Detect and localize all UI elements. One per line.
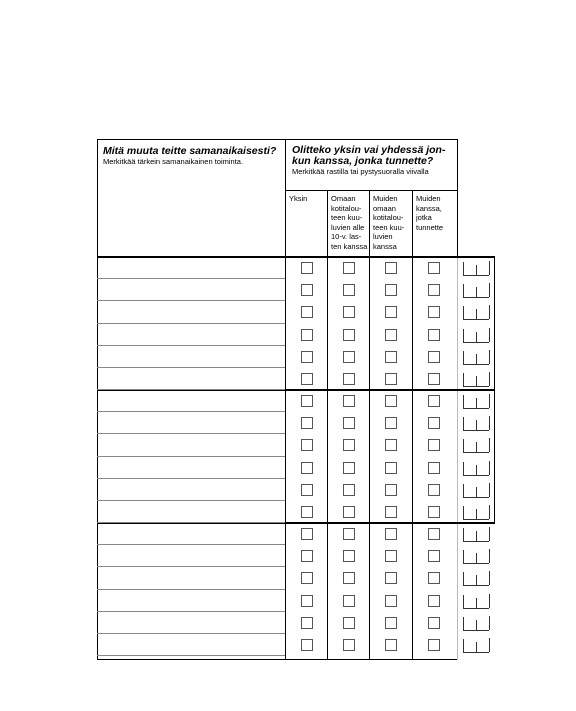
checkbox-col-2[interactable] (343, 373, 355, 385)
checkbox-col-4[interactable] (428, 439, 440, 451)
form-bottom-line (97, 659, 457, 660)
checkbox-col-3[interactable] (385, 262, 397, 274)
col-sep-2 (369, 190, 370, 660)
activity-write-line[interactable] (97, 566, 285, 567)
checkbox-col-2[interactable] (343, 550, 355, 562)
activity-write-line[interactable] (97, 278, 285, 279)
checkbox-col-1[interactable] (301, 373, 313, 385)
right-question-subtitle: Merkitkää rastilla tai pystysuoralla viivalla (292, 167, 429, 176)
activity-write-line[interactable] (97, 300, 285, 301)
code-box (463, 639, 489, 653)
checkbox-col-2[interactable] (343, 262, 355, 274)
right-question-block (292, 145, 457, 176)
checkbox-col-1[interactable] (301, 572, 313, 584)
checkbox-col-3[interactable] (385, 329, 397, 341)
column-header-household-children: Omaan kotitalou- teen kuu- luvien alle 10-v. las- ten kanssa (331, 194, 368, 251)
column-header-household-others: Muiden omaan kotitalou- teen kuu- luvien kanssa (373, 194, 405, 251)
column-header-alone: Yksin (289, 194, 308, 203)
checkbox-col-1[interactable] (301, 439, 313, 451)
checkbox-col-4[interactable] (428, 373, 440, 385)
checkbox-col-2[interactable] (343, 572, 355, 584)
checkbox-col-4[interactable] (428, 528, 440, 540)
checkbox-col-3[interactable] (385, 550, 397, 562)
checkbox-col-4[interactable] (428, 639, 440, 651)
col-sep-4 (457, 256, 458, 660)
checkbox-col-1[interactable] (301, 262, 313, 274)
section-line-1 (97, 256, 495, 258)
code-box (463, 550, 489, 564)
checkbox-col-4[interactable] (428, 617, 440, 629)
checkbox-col-3[interactable] (385, 439, 397, 451)
checkbox-col-4[interactable] (428, 417, 440, 429)
code-box (463, 284, 489, 298)
checkbox-col-3[interactable] (385, 395, 397, 407)
activity-write-line[interactable] (97, 389, 285, 390)
divider-line (285, 139, 286, 660)
checkbox-col-1[interactable] (301, 550, 313, 562)
code-box (463, 417, 489, 431)
activity-write-line[interactable] (97, 522, 285, 523)
checkbox-col-1[interactable] (301, 462, 313, 474)
activity-write-line[interactable] (97, 544, 285, 545)
checkbox-col-2[interactable] (343, 639, 355, 651)
checkbox-col-3[interactable] (385, 306, 397, 318)
checkbox-col-2[interactable] (343, 506, 355, 518)
activity-write-line[interactable] (97, 655, 285, 656)
checkbox-col-1[interactable] (301, 351, 313, 363)
checkbox-col-3[interactable] (385, 284, 397, 296)
right-question-title: Olitteko yksin vai yhdessä jon- kun kanssa, jonka tunnette? (292, 144, 446, 167)
activity-write-line[interactable] (97, 500, 285, 501)
checkbox-col-4[interactable] (428, 595, 440, 607)
header-top-border (97, 139, 457, 140)
checkbox-col-3[interactable] (385, 351, 397, 363)
checkbox-col-1[interactable] (301, 417, 313, 429)
checkbox-col-2[interactable] (343, 484, 355, 496)
col-sep-1 (327, 190, 328, 660)
checkbox-col-2[interactable] (343, 462, 355, 474)
checkbox-col-1[interactable] (301, 484, 313, 496)
code-box (463, 395, 489, 409)
checkbox-col-3[interactable] (385, 373, 397, 385)
checkbox-col-1[interactable] (301, 595, 313, 607)
left-question-title: Mitä muuta teitte samanaikaisesti? (103, 145, 277, 157)
checkbox-col-2[interactable] (343, 439, 355, 451)
checkbox-col-4[interactable] (428, 550, 440, 562)
checkbox-col-1[interactable] (301, 329, 313, 341)
activity-write-line[interactable] (97, 323, 285, 324)
code-box (463, 506, 489, 520)
checkbox-col-4[interactable] (428, 506, 440, 518)
code-box (463, 462, 489, 476)
code-box (463, 595, 489, 609)
checkbox-col-2[interactable] (343, 329, 355, 341)
checkbox-col-2[interactable] (343, 528, 355, 540)
activity-write-line[interactable] (97, 478, 285, 479)
checkbox-col-2[interactable] (343, 417, 355, 429)
checkbox-col-4[interactable] (428, 329, 440, 341)
activity-write-line[interactable] (97, 345, 285, 346)
code-box (463, 617, 489, 631)
checkbox-col-4[interactable] (428, 306, 440, 318)
activity-write-line[interactable] (97, 411, 285, 412)
activity-write-line[interactable] (97, 367, 285, 368)
checkbox-col-1[interactable] (301, 617, 313, 629)
checkbox-col-1[interactable] (301, 395, 313, 407)
checkbox-col-3[interactable] (385, 617, 397, 629)
checkbox-col-4[interactable] (428, 462, 440, 474)
left-border (97, 139, 98, 660)
code-box (463, 329, 489, 343)
checkbox-col-4[interactable] (428, 572, 440, 584)
checkbox-col-3[interactable] (385, 462, 397, 474)
checkbox-col-3[interactable] (385, 572, 397, 584)
checkbox-col-2[interactable] (343, 395, 355, 407)
checkbox-col-4[interactable] (428, 284, 440, 296)
checkbox-col-3[interactable] (385, 506, 397, 518)
col-sep-3 (412, 190, 413, 660)
checkbox-col-2[interactable] (343, 617, 355, 629)
activity-write-line[interactable] (97, 589, 285, 590)
activity-write-line[interactable] (97, 611, 285, 612)
code-box (463, 373, 489, 387)
checkbox-col-3[interactable] (385, 639, 397, 651)
left-question-block (103, 146, 283, 166)
column-header-top-line (285, 190, 457, 191)
checkbox-col-1[interactable] (301, 306, 313, 318)
code-box (463, 484, 489, 498)
code-box (463, 439, 489, 453)
checkbox-col-2[interactable] (343, 351, 355, 363)
checkbox-col-4[interactable] (428, 395, 440, 407)
checkbox-col-4[interactable] (428, 484, 440, 496)
code-box (463, 262, 489, 276)
checkbox-col-1[interactable] (301, 506, 313, 518)
checkbox-col-4[interactable] (428, 262, 440, 274)
checkbox-col-1[interactable] (301, 639, 313, 651)
checkbox-col-2[interactable] (343, 595, 355, 607)
checkbox-col-1[interactable] (301, 528, 313, 540)
checkbox-col-3[interactable] (385, 595, 397, 607)
activity-write-line[interactable] (97, 433, 285, 434)
checkbox-col-3[interactable] (385, 528, 397, 540)
checkbox-col-4[interactable] (428, 351, 440, 363)
column-header-known-others: Muiden kanssa, jotka tunnette (416, 194, 444, 232)
activity-write-line[interactable] (97, 633, 285, 634)
header-right-border (457, 139, 458, 256)
code-box (463, 528, 489, 542)
checkbox-col-3[interactable] (385, 417, 397, 429)
checkbox-col-2[interactable] (343, 284, 355, 296)
checkbox-col-1[interactable] (301, 284, 313, 296)
code-box (463, 572, 489, 586)
activity-write-line[interactable] (97, 456, 285, 457)
checkbox-col-3[interactable] (385, 484, 397, 496)
left-question-subtitle: Merkitkää tärkein samanaikainen toiminta. (103, 157, 244, 166)
code-box (463, 351, 489, 365)
code-box (463, 306, 489, 320)
checkbox-col-2[interactable] (343, 306, 355, 318)
